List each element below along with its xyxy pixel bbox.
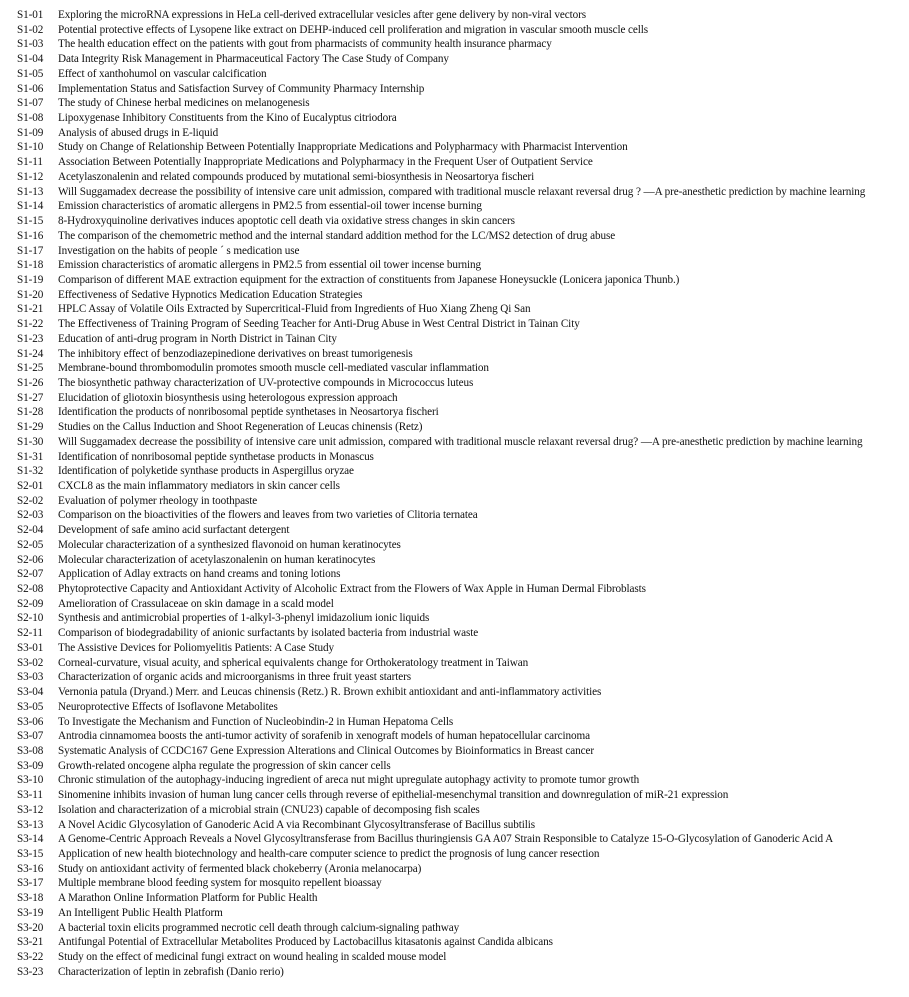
list-item <box>17 847 909 862</box>
entry-code: S2-05 <box>17 538 44 551</box>
list-item <box>17 921 909 936</box>
list-item <box>17 229 909 244</box>
list-item <box>17 656 909 671</box>
entry-title: Application of new health biotechnology and health-care computer science to predict the prognosis of lung cancer resection <box>58 847 600 860</box>
list-item <box>17 214 909 229</box>
list-item <box>17 582 909 597</box>
entry-title: Characterization of organic acids and microorganisms in three fruit yeast starters <box>58 671 411 684</box>
entry-title: Identification the products of nonribosomal peptide synthetases in Neosartorya fischeri <box>58 406 439 419</box>
entry-code: S1-02 <box>17 23 44 36</box>
list-item <box>17 361 909 376</box>
entry-code: S1-10 <box>17 141 44 154</box>
entry-title: The health education effect on the patients with gout from pharmacists of community health insurance pharmacy <box>58 38 552 51</box>
entry-title: Amelioration of Crassulaceae on skin damage in a scald model <box>58 597 334 610</box>
entry-code: S3-06 <box>17 715 44 728</box>
entry-title: Emission characteristics of aromatic allergens in PM2.5 from essential oil tower incense burning <box>58 259 481 272</box>
entry-code: S3-01 <box>17 641 44 654</box>
entry-title: Phytoprotective Capacity and Antioxidant Activity of Alcoholic Extract from the Flowers of Wax Apple in Human Dermal Fibroblasts <box>58 583 646 596</box>
list-item <box>17 803 909 818</box>
entry-code: S3-07 <box>17 730 44 743</box>
entry-title: Comparison on the bioactivities of the flowers and leaves from two varieties of Clitoria ternatea <box>58 509 478 522</box>
entry-code: S1-04 <box>17 53 44 66</box>
list-item <box>17 185 909 200</box>
entry-title: Development of safe amino acid surfactant detergent <box>58 524 290 537</box>
entry-title: Lipoxygenase Inhibitory Constituents from the Kino of Eucalyptus citriodora <box>58 112 397 125</box>
list-item <box>17 450 909 465</box>
entry-title: Study on antioxidant activity of fermented black chokeberry (Aronia melanocarpa) <box>58 862 422 875</box>
entry-title: A Novel Acidic Glycosylation of Ganoderic Acid A via Recombinant Glycosyltransferase of Bacillus subtilis <box>58 818 535 831</box>
entry-title: Implementation Status and Satisfaction Survey of Community Pharmacy Internship <box>58 82 425 95</box>
entry-title: 8-Hydroxyquinoline derivatives induces apoptotic cell death via oxidative stress changes in skin cancers <box>58 215 515 228</box>
list-item <box>17 744 909 759</box>
entry-code: S1-13 <box>17 185 44 198</box>
entry-title: The comparison of the chemometric method and the internal standard addition method for the LC/MS2 detection of drug abuse <box>58 229 616 242</box>
entry-title: Will Suggamadex decrease the possibility of intensive care unit admission, compared with traditional muscle relaxant reversal drug? —A pre-anesthetic prediction by machine learning <box>58 435 863 448</box>
entry-title: Comparison of biodegradability of anionic surfactants by isolated bacteria from industrial waste <box>58 627 479 640</box>
list-item <box>17 670 909 685</box>
entry-code: S3-09 <box>17 759 44 772</box>
entry-title: Isolation and characterization of a microbial strain (CNU23) capable of decomposing fish scales <box>58 803 480 816</box>
entry-title: Studies on the Callus Induction and Shoot Regeneration of Leucas chinensis (Retz) <box>58 421 423 434</box>
list-item <box>17 891 909 906</box>
entry-title: Investigation on the habits of people ´ s medication use <box>58 244 300 257</box>
entry-title: Education of anti-drug program in North District in Tainan City <box>58 332 337 345</box>
list-item <box>17 244 909 259</box>
list-item <box>17 96 909 111</box>
entry-code: S3-15 <box>17 847 44 860</box>
list-item <box>17 597 909 612</box>
entry-title: An Intelligent Public Health Platform <box>58 906 223 919</box>
list-item <box>17 641 909 656</box>
list-item <box>17 391 909 406</box>
list-item <box>17 965 909 980</box>
entry-code: S1-12 <box>17 170 44 183</box>
entry-code: S1-18 <box>17 259 44 272</box>
entry-code: S1-07 <box>17 97 44 110</box>
entry-code: S3-20 <box>17 921 44 934</box>
entry-title: Emission characteristics of aromatic allergens in PM2.5 from essential-oil tower incense burning <box>58 200 482 213</box>
entry-code: S3-02 <box>17 656 44 669</box>
entry-title: Neuroprotective Effects of Isoflavone Metabolites <box>58 700 278 713</box>
entry-title: Sinomenine inhibits invasion of human lung cancer cells through reverse of epithelial-mesenchymal transition and downregulation of miR-21 expression <box>58 789 729 802</box>
entry-title: Multiple membrane blood feeding system for mosquito repellent bioassay <box>58 877 382 890</box>
list-item <box>17 567 909 582</box>
list-item <box>17 611 909 626</box>
entry-code: S1-22 <box>17 318 44 331</box>
list-item <box>17 199 909 214</box>
list-item <box>17 553 909 568</box>
entry-title: CXCL8 as the main inflammatory mediators in skin cancer cells <box>58 480 340 492</box>
list-item <box>17 700 909 715</box>
entry-title: Potential protective effects of Lysopene like extract on DEHP-induced cell proliferation and migration in vascular smooth muscle cells <box>58 23 649 36</box>
list-item <box>17 155 909 170</box>
entry-title: Characterization of leptin in zebrafish (Danio rerio) <box>58 965 284 978</box>
list-item <box>17 494 909 509</box>
entry-code: S3-05 <box>17 700 44 713</box>
list-item <box>17 405 909 420</box>
entry-code: S3-04 <box>17 686 44 699</box>
entry-title: Will Suggamadex decrease the possibility of intensive care unit admission, compared with traditional muscle relaxant reversal drug ? —A pre-anesthetic prediction by machine learning <box>58 185 866 198</box>
entry-title: Identification of nonribosomal peptide synthetase products in Monascus <box>58 450 374 463</box>
list-item <box>17 950 909 965</box>
entry-code: S1-06 <box>17 82 44 95</box>
list-item <box>17 773 909 788</box>
list-item <box>17 626 909 641</box>
list-item <box>17 685 909 700</box>
entry-title: Systematic Analysis of CCDC167 Gene Expression Alterations and Clinical Outcomes by Bioinformatics in Breast cancer <box>58 744 594 757</box>
list-item <box>17 332 909 347</box>
entry-code: S1-32 <box>17 465 44 478</box>
entry-code: S2-04 <box>17 524 44 537</box>
list-item <box>17 347 909 362</box>
entry-title: Association Between Potentially Inappropriate Medications and Polypharmacy in the Frequent User of Outpatient Service <box>58 156 593 169</box>
entry-code: S2-06 <box>17 553 44 566</box>
entry-title: The study of Chinese herbal medicines on melanogenesis <box>58 97 310 110</box>
entry-code: S3-23 <box>17 965 44 978</box>
entry-code: S3-19 <box>17 906 44 919</box>
entry-code: S1-01 <box>17 9 44 21</box>
list-item <box>17 23 909 38</box>
entry-title: Effect of xanthohumol on vascular calcification <box>58 67 267 80</box>
entry-code: S3-03 <box>17 671 44 684</box>
entry-code: S1-11 <box>17 156 43 169</box>
entry-title: Antrodia cinnamomea boosts the anti-tumor activity of sorafenib in xenograft models of human hepatocellular carcinoma <box>58 730 590 743</box>
list-item <box>17 876 909 891</box>
entry-code: S1-20 <box>17 288 44 301</box>
entry-title: Evaluation of polymer rheology in toothpaste <box>58 494 258 507</box>
entry-title: The biosynthetic pathway characterization of UV-protective compounds in Micrococcus luteus <box>58 376 474 389</box>
entry-title: The Effectiveness of Training Program of Seeding Teacher for Anti-Drug Abuse in West Central District in Tainan City <box>58 318 580 331</box>
entry-title: HPLC Assay of Volatile Oils Extracted by Supercritical-Fluid from Ingredients of Huo Xiang Zheng Qi San <box>58 303 531 316</box>
entry-code: S2-09 <box>17 597 44 610</box>
list-item <box>17 906 909 921</box>
list-item <box>17 832 909 847</box>
entry-title: Elucidation of gliotoxin biosynthesis using heterologous expression approach <box>58 391 398 404</box>
entry-code: S1-17 <box>17 244 44 257</box>
list-item <box>17 788 909 803</box>
entry-title: Vernonia patula (Dryand.) Merr. and Leucas chinensis (Retz.) R. Brown exhibit antioxidant and anti-inflammatory activities <box>58 686 602 699</box>
entry-code: S3-08 <box>17 744 44 757</box>
entry-title: Data Integrity Risk Management in Pharmaceutical Factory The Case Study of Company <box>58 53 449 66</box>
entry-code: S1-26 <box>17 376 44 389</box>
entry-title: Effectiveness of Sedative Hypnotics Medication Education Strategies <box>58 288 363 301</box>
entry-code: S2-02 <box>17 494 44 507</box>
entry-code: S1-23 <box>17 332 44 345</box>
list-item <box>17 862 909 877</box>
entry-title: A Marathon Online Information Platform for Public Health <box>58 892 318 905</box>
entry-title: Corneal-curvature, visual acuity, and spherical equivalents change for Orthokeratology treatment in Taiwan <box>58 656 529 669</box>
entry-code: S3-13 <box>17 818 44 831</box>
list-item <box>17 420 909 435</box>
list-item <box>17 67 909 82</box>
list-item <box>17 464 909 479</box>
entry-code: S1-14 <box>17 200 44 213</box>
entry-title: The Assistive Devices for Poliomyelitis Patients: A Case Study <box>58 641 334 654</box>
list-item <box>17 82 909 97</box>
entry-title: Exploring the microRNA expressions in HeLa cell-derived extracellular vesicles after gene delivery by non-viral vectors <box>58 9 587 21</box>
list-item <box>17 8 909 23</box>
entry-code: S1-28 <box>17 406 44 419</box>
entry-title: Acetylaszonalenin and related compounds produced by mutational semi-biosynthesis in Neosartorya fischeri <box>58 170 535 183</box>
entry-code: S2-03 <box>17 509 44 522</box>
entry-code: S2-11 <box>17 627 43 640</box>
list-item <box>17 258 909 273</box>
entry-title: A bacterial toxin elicits programmed necrotic cell death through calcium-signaling pathway <box>58 921 460 934</box>
list-item <box>17 523 909 538</box>
entry-title: Antifungal Potential of Extracellular Metabolites Produced by Lactobacillus kitasatonis against Candida albicans <box>58 936 553 949</box>
entry-code: S1-30 <box>17 435 44 448</box>
entry-title: Synthesis and antimicrobial properties of 1-alkyl-3-phenyl imidazolium ionic liquids <box>58 612 430 625</box>
list-item <box>17 317 909 332</box>
entry-code: S1-29 <box>17 421 44 434</box>
entry-code: S1-08 <box>17 112 44 125</box>
entry-code: S1-03 <box>17 38 44 51</box>
entry-title: Analysis of abused drugs in E-liquid <box>58 126 219 139</box>
entry-title: Comparison of different MAE extraction equipment for the extraction of constituents from Japanese Honeysuckle (Lonicera japonica Thunb.) <box>58 273 680 286</box>
entry-code: S3-14 <box>17 833 44 846</box>
list-item <box>17 273 909 288</box>
entry-title: The inhibitory effect of benzodiazepinedione derivatives on breast tumorigenesis <box>58 347 413 360</box>
entry-title: A Genome-Centric Approach Reveals a Novel Glycosyltransferase from Bacillus thuringiensis GA A07 Strain Responsible to Catalyze 15-O-Glycosylation of Ganoderic Acid A <box>58 833 834 846</box>
list-item <box>17 302 909 317</box>
entry-code: S3-21 <box>17 936 44 949</box>
list-item <box>17 759 909 774</box>
list-item <box>17 729 909 744</box>
entry-code: S2-07 <box>17 568 44 581</box>
list-item <box>17 288 909 303</box>
entry-code: S1-24 <box>17 347 44 360</box>
entry-code: S3-18 <box>17 892 44 905</box>
entry-title: Application of Adlay extracts on hand creams and toning lotions <box>58 568 341 581</box>
entry-title: Study on Change of Relationship Between Potentially Inappropriate Medications and Polypharmacy with Pharmacist Intervention <box>58 141 628 154</box>
entry-title: Study on the effect of medicinal fungi extract on wound healing in scalded mouse model <box>58 951 447 963</box>
entry-code: S2-01 <box>17 480 44 492</box>
list-item <box>17 376 909 391</box>
list-item <box>17 715 909 730</box>
list-item <box>17 52 909 67</box>
entry-title: Membrane-bound thrombomodulin promotes smooth muscle cell-mediated vascular inflammation <box>58 362 489 375</box>
list-item <box>17 508 909 523</box>
entry-code: S1-25 <box>17 362 44 375</box>
entry-code: S1-31 <box>17 450 44 463</box>
entry-code: S1-05 <box>17 67 44 80</box>
entry-code: S1-09 <box>17 126 44 139</box>
entry-title: Identification of polyketide synthase products in Aspergillus oryzae <box>58 465 354 478</box>
entry-code: S1-21 <box>17 303 44 316</box>
entry-code: S1-27 <box>17 391 44 404</box>
entry-code: S2-10 <box>17 612 44 625</box>
entry-code: S1-19 <box>17 273 44 286</box>
entry-code: S3-10 <box>17 774 44 787</box>
entry-code: S2-08 <box>17 583 44 596</box>
entry-code: S3-12 <box>17 803 44 816</box>
entry-code: S1-15 <box>17 215 44 228</box>
list-item <box>17 111 909 126</box>
list-item <box>17 126 909 141</box>
entry-title: Molecular characterization of a synthesized flavonoid on human keratinocytes <box>58 538 401 551</box>
list-item <box>17 935 909 950</box>
list-item <box>17 37 909 52</box>
entry-title: Chronic stimulation of the autophagy-inducing ingredient of areca nut might upregulate autophagy activity to promote tumor growth <box>58 774 640 787</box>
entry-code: S3-17 <box>17 877 44 890</box>
entry-code: S3-11 <box>17 789 43 802</box>
entry-code: S1-16 <box>17 229 44 242</box>
list-item <box>17 818 909 833</box>
entry-title: Molecular characterization of acetylaszonalenin on human keratinocytes <box>58 553 376 566</box>
list-item <box>17 170 909 185</box>
list-item <box>17 435 909 450</box>
entry-code: S3-16 <box>17 862 44 875</box>
entry-title: To Investigate the Mechanism and Function of Nucleobindin-2 in Human Hepatoma Cells <box>58 715 454 728</box>
abstract-list <box>17 8 909 979</box>
list-item <box>17 140 909 155</box>
entry-code: S3-22 <box>17 951 44 963</box>
list-item <box>17 538 909 553</box>
list-item <box>17 479 909 494</box>
entry-title: Growth-related oncogene alpha regulate the progression of skin cancer cells <box>58 759 391 772</box>
